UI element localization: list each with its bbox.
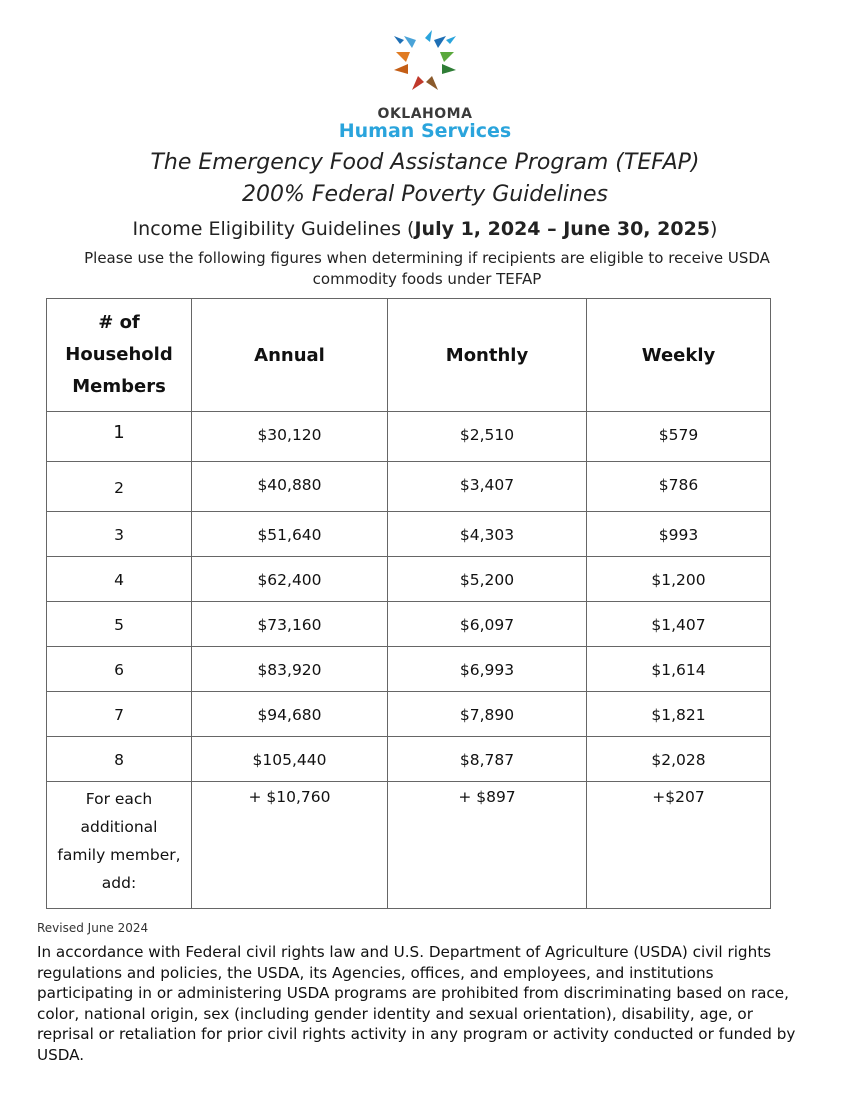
table-row <box>47 737 771 782</box>
header-members-line: Household <box>65 344 173 365</box>
cell-weekly: $2,028 <box>587 737 771 782</box>
cell-members: 1 <box>47 412 192 462</box>
header-members <box>47 299 192 412</box>
additional-line: add: <box>101 874 137 892</box>
cell-weekly: $786 <box>587 462 771 512</box>
cell-annual: $83,920 <box>192 647 388 692</box>
cell-monthly: + $897 <box>388 782 587 909</box>
table-row <box>47 647 771 692</box>
cell-members-additional <box>47 782 192 909</box>
cell-weekly: $1,821 <box>587 692 771 737</box>
header-annual: Annual <box>192 299 388 412</box>
cell-monthly: $6,993 <box>388 647 587 692</box>
header-weekly: Weekly <box>587 299 771 412</box>
table-header-row <box>47 299 771 412</box>
cell-members: 6 <box>47 647 192 692</box>
cell-weekly: $993 <box>587 512 771 557</box>
cell-weekly: $1,407 <box>587 602 771 647</box>
cell-members: 5 <box>47 602 192 647</box>
income-suffix: ) <box>710 218 718 240</box>
org-name: OKLAHOMA <box>377 106 473 122</box>
table-row <box>47 692 771 737</box>
program-subtitle: 200% Federal Poverty Guidelines <box>242 182 608 207</box>
cell-annual: + $10,760 <box>192 782 388 909</box>
table-row <box>47 602 771 647</box>
income-dates: July 1, 2024 – June 30, 2025 <box>414 218 711 240</box>
income-prefix: Income Eligibility Guidelines ( <box>132 218 415 240</box>
cell-monthly: $6,097 <box>388 602 587 647</box>
cell-annual: $73,160 <box>192 602 388 647</box>
cell-annual: $105,440 <box>192 737 388 782</box>
cell-members: 8 <box>47 737 192 782</box>
org-subtitle: Human Services <box>338 120 512 142</box>
table-row <box>47 557 771 602</box>
cell-annual: $30,120 <box>192 412 388 462</box>
instructions-text: Please use the following figures when determining if recipients are eligible to receive USDA commodity foods under TEFAP <box>84 249 770 288</box>
civil-rights-disclaimer: In accordance with Federal civil rights law and U.S. Department of Agriculture (USDA) civil rights regulations and policies, the USDA, its Agencies, offices, and employees, and institutions participating in or administering USDA programs are prohibited from discriminating based on race, color, national origin, sex (including gender identity and sexual orientation), disability, age, or reprisal or retaliation for prior civil rights activity in any program or activity conducted or funded by USDA. <box>37 943 796 1064</box>
cell-monthly: $2,510 <box>388 412 587 462</box>
program-title: The Emergency Food Assistance Program (TEFAP) <box>150 150 700 175</box>
income-guidelines-heading <box>0 218 850 240</box>
cell-weekly: $1,614 <box>587 647 771 692</box>
cell-members: 4 <box>47 557 192 602</box>
income-table <box>46 298 771 909</box>
cell-annual: $51,640 <box>192 512 388 557</box>
cell-annual: $94,680 <box>192 692 388 737</box>
cell-monthly: $5,200 <box>388 557 587 602</box>
cell-weekly: $579 <box>587 412 771 462</box>
cell-monthly: $7,890 <box>388 692 587 737</box>
additional-line: For each <box>85 790 153 808</box>
table-row <box>47 512 771 557</box>
header-members-line: Members <box>72 376 166 397</box>
cell-monthly: $4,303 <box>388 512 587 557</box>
header-members-line: # of <box>98 312 140 333</box>
header-monthly: Monthly <box>388 299 587 412</box>
cell-weekly: $1,200 <box>587 557 771 602</box>
cell-weekly: +$207 <box>587 782 771 909</box>
star-logo-icon <box>390 30 460 94</box>
cell-members: 2 <box>47 462 192 512</box>
table-row-additional <box>47 782 771 909</box>
additional-line: family member, <box>57 846 181 864</box>
cell-members: 7 <box>47 692 192 737</box>
additional-line: additional <box>80 818 158 836</box>
table-row <box>47 462 771 512</box>
cell-annual: $40,880 <box>192 462 388 512</box>
table-row <box>47 412 771 462</box>
cell-monthly: $3,407 <box>388 462 587 512</box>
cell-members: 3 <box>47 512 192 557</box>
revised-date: Revised June 2024 <box>37 921 149 935</box>
cell-annual: $62,400 <box>192 557 388 602</box>
cell-monthly: $8,787 <box>388 737 587 782</box>
